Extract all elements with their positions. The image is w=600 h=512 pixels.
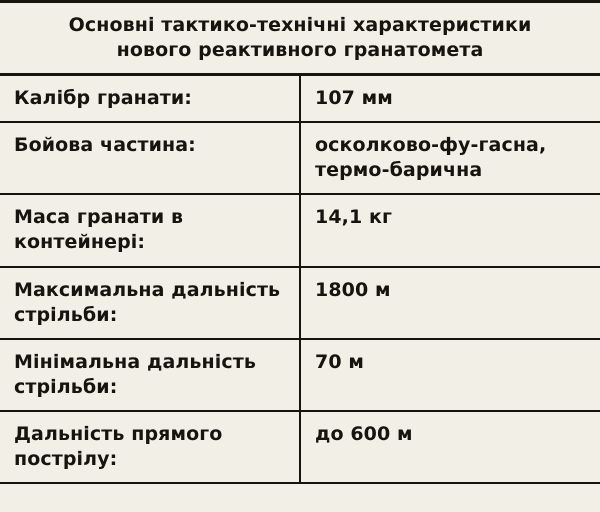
row-label: Максимальна дальність стрільби: (0, 267, 300, 339)
table-row (0, 122, 600, 194)
title-line-1: Основні тактико-технічні характеристики (68, 14, 532, 36)
table-row (0, 339, 600, 411)
row-label: Маса гранати в контейнері: (0, 194, 300, 266)
row-label: Мінімальна дальність стрільби: (0, 339, 300, 411)
table-row (0, 75, 600, 123)
row-label: Калібр гранати: (0, 75, 300, 123)
row-value: до 600 м (300, 411, 600, 483)
row-value: 14,1 кг (300, 194, 600, 266)
table-title-row (0, 2, 600, 75)
table-row (0, 194, 600, 266)
row-value: 107 мм (300, 75, 600, 123)
row-value: 1800 м (300, 267, 600, 339)
row-value: 70 м (300, 339, 600, 411)
table-row (0, 411, 600, 483)
row-label: Бойова частина: (0, 122, 300, 194)
title-line-2: нового реактивного гранатомета (116, 39, 484, 62)
row-value: осколково-фу-гасна, термо-барична (300, 122, 600, 194)
row-label: Дальність прямого пострілу: (0, 411, 300, 483)
page-title (0, 2, 600, 75)
table-row (0, 267, 600, 339)
